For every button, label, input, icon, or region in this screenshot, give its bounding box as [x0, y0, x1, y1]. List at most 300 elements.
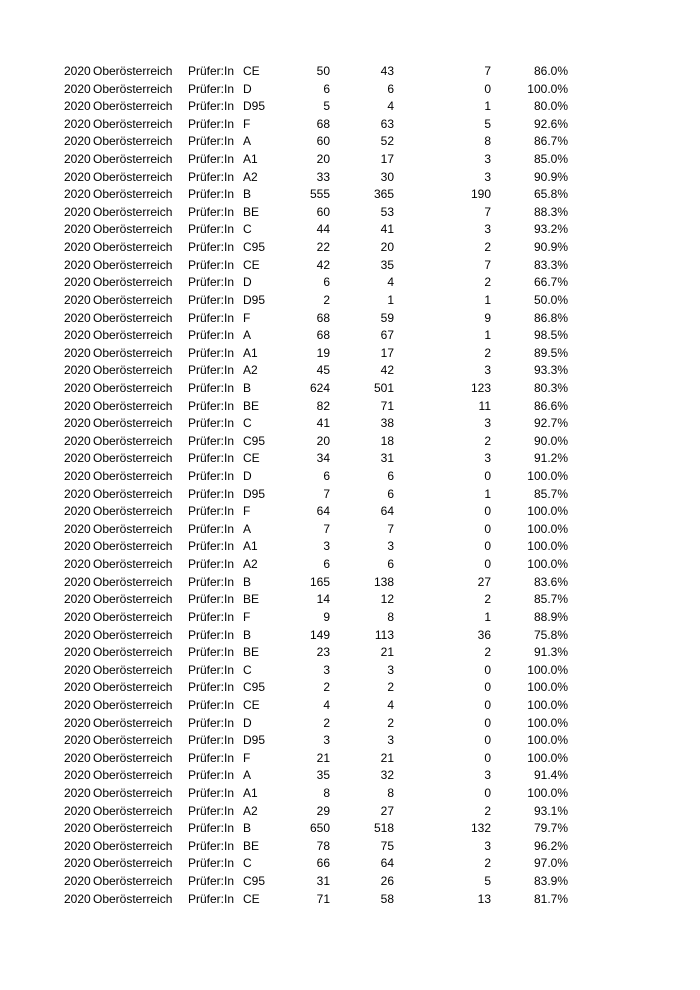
failed-count-cell: 0	[484, 715, 491, 730]
pass-rate-cell: 88.3%	[533, 204, 568, 219]
failed-count-cell: 0	[484, 539, 491, 554]
total-count-cell: 22	[316, 240, 330, 255]
total-count-cell: 60	[316, 134, 330, 149]
region-cell: Oberösterreich	[93, 81, 173, 96]
pass-rate-cell: 91.2%	[533, 451, 568, 466]
role-cell: Prüfer:In	[188, 645, 235, 660]
pass-rate-cell: 100.0%	[527, 715, 568, 730]
role-cell: Prüfer:In	[188, 891, 235, 906]
total-count-cell: 78	[316, 838, 330, 853]
passed-count-cell: 59	[380, 310, 394, 325]
region-cell: Oberösterreich	[93, 609, 173, 624]
failed-count-cell: 190	[470, 187, 491, 202]
passed-count-cell: 518	[373, 821, 394, 836]
region-cell: Oberösterreich	[93, 345, 173, 360]
pass-rate-cell: 97.0%	[533, 856, 568, 871]
region-cell: Oberösterreich	[93, 662, 173, 677]
total-count-cell: 50	[316, 64, 330, 78]
pass-rate-cell: 81.7%	[533, 891, 568, 906]
pass-rate-cell: 88.9%	[533, 609, 568, 624]
passed-count-cell: 6	[387, 81, 394, 96]
license-class-cell: D	[243, 275, 252, 290]
pass-rate-cell: 100.0%	[527, 697, 568, 712]
license-class-cell: D95	[243, 99, 266, 114]
table-row	[0, 521, 700, 539]
pass-rate-cell: 100.0%	[527, 539, 568, 554]
total-count-cell: 7	[323, 521, 330, 536]
table-row	[0, 486, 700, 504]
role-cell: Prüfer:In	[188, 398, 235, 413]
failed-count-cell: 0	[484, 680, 491, 695]
passed-count-cell: 4	[387, 275, 394, 290]
license-class-cell: D	[243, 715, 252, 730]
passed-count-cell: 2	[387, 715, 394, 730]
region-cell: Oberösterreich	[93, 257, 173, 272]
year-cell: 2020	[64, 257, 91, 272]
license-class-cell: F	[243, 504, 251, 519]
table-row	[0, 785, 700, 803]
year-cell: 2020	[64, 99, 91, 114]
passed-count-cell: 3	[387, 539, 394, 554]
passed-count-cell: 138	[373, 574, 394, 589]
region-cell: Oberösterreich	[93, 222, 173, 237]
license-class-cell: C	[243, 416, 252, 431]
role-cell: Prüfer:In	[188, 169, 235, 184]
passed-count-cell: 63	[380, 116, 394, 131]
total-count-cell: 650	[309, 821, 330, 836]
total-count-cell: 6	[323, 275, 330, 290]
license-class-cell: B	[243, 821, 252, 836]
region-cell: Oberösterreich	[93, 363, 173, 378]
year-cell: 2020	[64, 187, 91, 202]
region-cell: Oberösterreich	[93, 891, 173, 906]
year-cell: 2020	[64, 328, 91, 343]
pass-rate-cell: 89.5%	[533, 345, 568, 360]
role-cell: Prüfer:In	[188, 856, 235, 871]
role-cell: Prüfer:In	[188, 874, 235, 889]
pass-rate-cell: 90.0%	[533, 433, 568, 448]
total-count-cell: 2	[323, 715, 330, 730]
region-cell: Oberösterreich	[93, 64, 173, 78]
passed-count-cell: 18	[380, 433, 394, 448]
failed-count-cell: 1	[484, 328, 491, 343]
table-row	[0, 239, 700, 257]
table-row	[0, 574, 700, 592]
pass-rate-cell: 100.0%	[527, 469, 568, 484]
passed-count-cell: 3	[387, 733, 394, 748]
region-cell: Oberösterreich	[93, 116, 173, 131]
year-cell: 2020	[64, 785, 91, 800]
table-row	[0, 609, 700, 627]
passed-count-cell: 4	[387, 99, 394, 114]
pass-rate-cell: 93.1%	[533, 803, 568, 818]
pass-rate-cell: 80.0%	[533, 99, 568, 114]
total-count-cell: 7	[323, 486, 330, 501]
failed-count-cell: 3	[484, 768, 491, 783]
failed-count-cell: 27	[477, 574, 491, 589]
total-count-cell: 5	[323, 99, 330, 114]
role-cell: Prüfer:In	[188, 134, 235, 149]
failed-count-cell: 9	[484, 310, 491, 325]
pass-rate-cell: 100.0%	[527, 557, 568, 572]
passed-count-cell: 17	[380, 152, 394, 167]
failed-count-cell: 1	[484, 486, 491, 501]
region-cell: Oberösterreich	[93, 680, 173, 695]
license-class-cell: BE	[243, 592, 260, 607]
role-cell: Prüfer:In	[188, 99, 235, 114]
license-class-cell: A	[243, 521, 252, 536]
passed-count-cell: 67	[380, 328, 394, 343]
table-row	[0, 133, 700, 151]
license-class-cell: A2	[243, 557, 258, 572]
failed-count-cell: 1	[484, 292, 491, 307]
region-cell: Oberösterreich	[93, 433, 173, 448]
role-cell: Prüfer:In	[188, 292, 235, 307]
license-class-cell: D95	[243, 292, 266, 307]
role-cell: Prüfer:In	[188, 486, 235, 501]
year-cell: 2020	[64, 416, 91, 431]
pass-rate-cell: 86.6%	[533, 398, 568, 413]
region-cell: Oberösterreich	[93, 838, 173, 853]
year-cell: 2020	[64, 81, 91, 96]
year-cell: 2020	[64, 345, 91, 360]
table-row	[0, 310, 700, 328]
pass-rate-cell: 85.7%	[533, 592, 568, 607]
year-cell: 2020	[64, 310, 91, 325]
pass-rate-cell: 96.2%	[533, 838, 568, 853]
failed-count-cell: 7	[484, 64, 491, 78]
region-cell: Oberösterreich	[93, 768, 173, 783]
role-cell: Prüfer:In	[188, 64, 235, 78]
role-cell: Prüfer:In	[188, 750, 235, 765]
total-count-cell: 35	[316, 768, 330, 783]
failed-count-cell: 7	[484, 204, 491, 219]
passed-count-cell: 365	[373, 187, 394, 202]
table-row	[0, 838, 700, 856]
year-cell: 2020	[64, 539, 91, 554]
total-count-cell: 34	[316, 451, 330, 466]
total-count-cell: 555	[309, 187, 330, 202]
year-cell: 2020	[64, 856, 91, 871]
role-cell: Prüfer:In	[188, 451, 235, 466]
role-cell: Prüfer:In	[188, 539, 235, 554]
year-cell: 2020	[64, 821, 91, 836]
license-class-cell: B	[243, 187, 252, 202]
failed-count-cell: 0	[484, 662, 491, 677]
failed-count-cell: 3	[484, 169, 491, 184]
role-cell: Prüfer:In	[188, 768, 235, 783]
total-count-cell: 33	[316, 169, 330, 184]
table-row	[0, 257, 700, 275]
pass-rate-cell: 100.0%	[527, 680, 568, 695]
license-class-cell: BE	[243, 645, 260, 660]
region-cell: Oberösterreich	[93, 733, 173, 748]
year-cell: 2020	[64, 486, 91, 501]
region-cell: Oberösterreich	[93, 785, 173, 800]
data-table	[0, 63, 700, 908]
pass-rate-cell: 85.7%	[533, 486, 568, 501]
passed-count-cell: 6	[387, 557, 394, 572]
license-class-cell: A1	[243, 539, 258, 554]
pass-rate-cell: 91.3%	[533, 645, 568, 660]
region-cell: Oberösterreich	[93, 874, 173, 889]
total-count-cell: 41	[316, 416, 330, 431]
license-class-cell: BE	[243, 204, 260, 219]
pass-rate-cell: 86.0%	[533, 64, 568, 78]
year-cell: 2020	[64, 609, 91, 624]
license-class-cell: A	[243, 328, 252, 343]
license-class-cell: F	[243, 116, 251, 131]
table-row	[0, 116, 700, 134]
role-cell: Prüfer:In	[188, 680, 235, 695]
role-cell: Prüfer:In	[188, 521, 235, 536]
role-cell: Prüfer:In	[188, 380, 235, 395]
passed-count-cell: 42	[380, 363, 394, 378]
table-row	[0, 803, 700, 821]
failed-count-cell: 3	[484, 838, 491, 853]
total-count-cell: 2	[323, 680, 330, 695]
pass-rate-cell: 93.3%	[533, 363, 568, 378]
role-cell: Prüfer:In	[188, 275, 235, 290]
failed-count-cell: 11	[478, 398, 491, 413]
role-cell: Prüfer:In	[188, 574, 235, 589]
year-cell: 2020	[64, 697, 91, 712]
failed-count-cell: 3	[484, 416, 491, 431]
license-class-cell: C	[243, 222, 252, 237]
license-class-cell: F	[243, 750, 251, 765]
region-cell: Oberösterreich	[93, 240, 173, 255]
role-cell: Prüfer:In	[188, 803, 235, 818]
failed-count-cell: 2	[484, 275, 491, 290]
license-class-cell: C	[243, 856, 252, 871]
year-cell: 2020	[64, 891, 91, 906]
passed-count-cell: 21	[380, 750, 394, 765]
total-count-cell: 23	[316, 645, 330, 660]
region-cell: Oberösterreich	[93, 380, 173, 395]
table-row	[0, 591, 700, 609]
role-cell: Prüfer:In	[188, 222, 235, 237]
failed-count-cell: 2	[484, 592, 491, 607]
table-row	[0, 415, 700, 433]
pass-rate-cell: 91.4%	[533, 768, 568, 783]
region-cell: Oberösterreich	[93, 803, 173, 818]
region-cell: Oberösterreich	[93, 292, 173, 307]
role-cell: Prüfer:In	[188, 345, 235, 360]
year-cell: 2020	[64, 592, 91, 607]
failed-count-cell: 8	[484, 134, 491, 149]
total-count-cell: 9	[323, 609, 330, 624]
license-class-cell: C95	[243, 874, 266, 889]
failed-count-cell: 1	[484, 609, 491, 624]
passed-count-cell: 501	[373, 380, 394, 395]
total-count-cell: 20	[316, 433, 330, 448]
pass-rate-cell: 100.0%	[527, 785, 568, 800]
year-cell: 2020	[64, 557, 91, 572]
role-cell: Prüfer:In	[188, 504, 235, 519]
role-cell: Prüfer:In	[188, 81, 235, 96]
passed-count-cell: 6	[387, 486, 394, 501]
passed-count-cell: 75	[380, 838, 394, 853]
total-count-cell: 42	[316, 257, 330, 272]
region-cell: Oberösterreich	[93, 275, 173, 290]
year-cell: 2020	[64, 64, 91, 78]
role-cell: Prüfer:In	[188, 433, 235, 448]
region-cell: Oberösterreich	[93, 134, 173, 149]
region-cell: Oberösterreich	[93, 821, 173, 836]
license-class-cell: D	[243, 81, 252, 96]
failed-count-cell: 5	[484, 874, 491, 889]
pass-rate-cell: 100.0%	[527, 504, 568, 519]
role-cell: Prüfer:In	[188, 187, 235, 202]
total-count-cell: 6	[323, 557, 330, 572]
pass-rate-cell: 85.0%	[533, 152, 568, 167]
year-cell: 2020	[64, 116, 91, 131]
license-class-cell: B	[243, 627, 252, 642]
region-cell: Oberösterreich	[93, 204, 173, 219]
failed-count-cell: 13	[477, 891, 491, 906]
region-cell: Oberösterreich	[93, 521, 173, 536]
license-class-cell: BE	[243, 838, 260, 853]
license-class-cell: A	[243, 134, 252, 149]
role-cell: Prüfer:In	[188, 733, 235, 748]
passed-count-cell: 27	[380, 803, 394, 818]
failed-count-cell: 0	[484, 697, 491, 712]
passed-count-cell: 32	[380, 768, 394, 783]
failed-count-cell: 123	[470, 380, 491, 395]
license-class-cell: F	[243, 609, 251, 624]
pass-rate-cell: 92.6%	[533, 116, 568, 131]
role-cell: Prüfer:In	[188, 627, 235, 642]
passed-count-cell: 6	[387, 469, 394, 484]
table-row	[0, 538, 700, 556]
table-row	[0, 151, 700, 169]
license-class-cell: CE	[243, 451, 260, 466]
total-count-cell: 149	[309, 627, 330, 642]
year-cell: 2020	[64, 662, 91, 677]
passed-count-cell: 1	[387, 292, 394, 307]
pass-rate-cell: 90.9%	[533, 169, 568, 184]
failed-count-cell: 0	[484, 557, 491, 572]
year-cell: 2020	[64, 451, 91, 466]
year-cell: 2020	[64, 715, 91, 730]
passed-count-cell: 43	[380, 64, 394, 78]
failed-count-cell: 2	[484, 240, 491, 255]
role-cell: Prüfer:In	[188, 662, 235, 677]
total-count-cell: 68	[316, 116, 330, 131]
region-cell: Oberösterreich	[93, 451, 173, 466]
license-class-cell: A2	[243, 803, 258, 818]
year-cell: 2020	[64, 838, 91, 853]
total-count-cell: 165	[309, 574, 330, 589]
pass-rate-cell: 92.7%	[533, 416, 568, 431]
passed-count-cell: 53	[380, 204, 394, 219]
role-cell: Prüfer:In	[188, 416, 235, 431]
total-count-cell: 45	[316, 363, 330, 378]
role-cell: Prüfer:In	[188, 310, 235, 325]
failed-count-cell: 2	[484, 645, 491, 660]
role-cell: Prüfer:In	[188, 609, 235, 624]
pass-rate-cell: 75.8%	[533, 627, 568, 642]
year-cell: 2020	[64, 275, 91, 290]
license-class-cell: CE	[243, 697, 260, 712]
license-class-cell: CE	[243, 891, 260, 906]
year-cell: 2020	[64, 240, 91, 255]
license-class-cell: A2	[243, 363, 258, 378]
pass-rate-cell: 90.9%	[533, 240, 568, 255]
role-cell: Prüfer:In	[188, 116, 235, 131]
year-cell: 2020	[64, 433, 91, 448]
license-class-cell: D95	[243, 486, 266, 501]
region-cell: Oberösterreich	[93, 99, 173, 114]
table-row	[0, 450, 700, 468]
year-cell: 2020	[64, 874, 91, 889]
total-count-cell: 6	[323, 81, 330, 96]
table-row	[0, 362, 700, 380]
total-count-cell: 19	[316, 345, 330, 360]
region-cell: Oberösterreich	[93, 504, 173, 519]
passed-count-cell: 41	[380, 222, 394, 237]
table-row	[0, 503, 700, 521]
year-cell: 2020	[64, 504, 91, 519]
passed-count-cell: 31	[380, 451, 394, 466]
table-row	[0, 380, 700, 398]
region-cell: Oberösterreich	[93, 645, 173, 660]
total-count-cell: 82	[316, 398, 330, 413]
passed-count-cell: 64	[380, 504, 394, 519]
failed-count-cell: 1	[484, 99, 491, 114]
failed-count-cell: 0	[484, 750, 491, 765]
failed-count-cell: 2	[484, 433, 491, 448]
year-cell: 2020	[64, 574, 91, 589]
license-class-cell: A2	[243, 169, 258, 184]
region-cell: Oberösterreich	[93, 697, 173, 712]
pass-rate-cell: 50.0%	[533, 292, 568, 307]
passed-count-cell: 21	[380, 645, 394, 660]
region-cell: Oberösterreich	[93, 715, 173, 730]
failed-count-cell: 3	[484, 363, 491, 378]
total-count-cell: 624	[309, 380, 330, 395]
pass-rate-cell: 65.8%	[533, 187, 568, 202]
failed-count-cell: 3	[484, 222, 491, 237]
failed-count-cell: 0	[484, 785, 491, 800]
passed-count-cell: 26	[380, 874, 394, 889]
total-count-cell: 6	[323, 469, 330, 484]
total-count-cell: 71	[316, 891, 330, 906]
failed-count-cell: 3	[484, 451, 491, 466]
passed-count-cell: 35	[380, 257, 394, 272]
pass-rate-cell: 86.8%	[533, 310, 568, 325]
year-cell: 2020	[64, 134, 91, 149]
region-cell: Oberösterreich	[93, 592, 173, 607]
license-class-cell: C95	[243, 240, 266, 255]
table-row	[0, 398, 700, 416]
year-cell: 2020	[64, 750, 91, 765]
pass-rate-cell: 93.2%	[533, 222, 568, 237]
pass-rate-cell: 86.7%	[533, 134, 568, 149]
table-row	[0, 855, 700, 873]
pass-rate-cell: 98.5%	[533, 328, 568, 343]
total-count-cell: 4	[323, 697, 330, 712]
failed-count-cell: 36	[477, 627, 491, 642]
pass-rate-cell: 83.6%	[533, 574, 568, 589]
region-cell: Oberösterreich	[93, 557, 173, 572]
role-cell: Prüfer:In	[188, 469, 235, 484]
total-count-cell: 60	[316, 204, 330, 219]
table-row	[0, 644, 700, 662]
table-row	[0, 715, 700, 733]
region-cell: Oberösterreich	[93, 627, 173, 642]
role-cell: Prüfer:In	[188, 240, 235, 255]
